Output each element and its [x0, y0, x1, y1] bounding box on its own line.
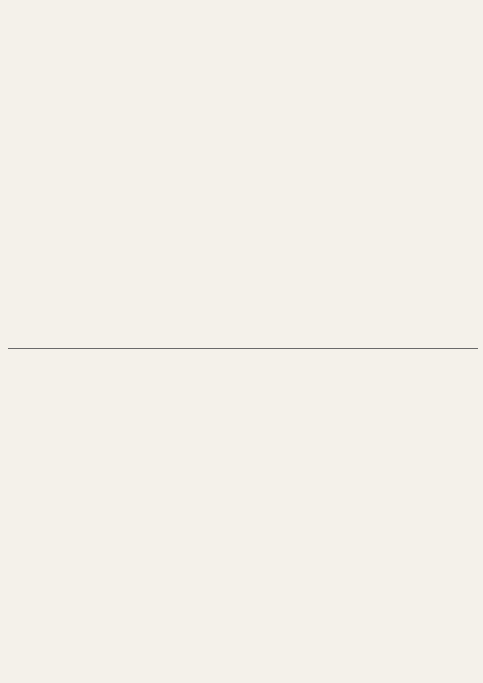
watermark-logo [318, 625, 478, 681]
section-divider [8, 348, 478, 349]
